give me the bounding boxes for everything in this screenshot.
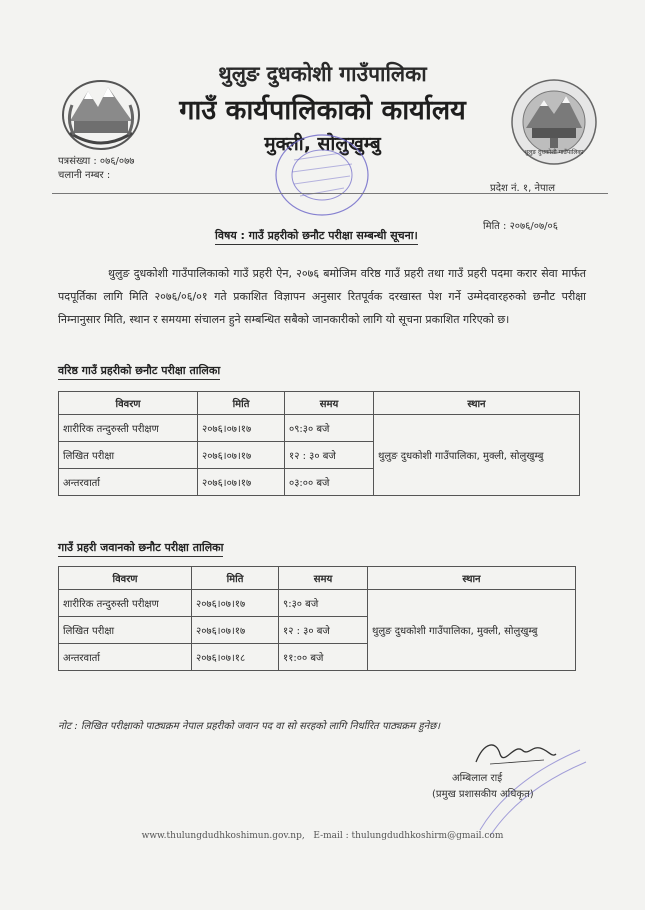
col-header-time: समय — [285, 392, 374, 415]
notice-subject: विषय : गाउँ प्रहरीको छनौट परीक्षा सम्बन्धी सूचना। — [215, 228, 418, 245]
senior-police-exam-table — [58, 391, 580, 496]
cell-venue: थुलुङ दुधकोशी गाउँपालिका, मुक्ली, सोलुखुम्बु — [374, 415, 580, 496]
cell-description: शारीरिक तन्दुरुस्ती परीक्षण — [59, 590, 192, 617]
header-divider — [52, 193, 608, 194]
cell-time: १२ : ३० बजे — [279, 617, 368, 644]
notice-body: थुलुङ दुधकोशी गाउँपालिकाको गाउँ प्रहरी ऐन, २०७६ बमोजिम वरिष्ठ गाउँ प्रहरी तथा गाउँ प्रहरी पदमा करार सेवा मार्फत पदपूर्तिका लागि मिति २०७६/०६/०१ गते प्रकाशित विज्ञापन अनुसार रितपूर्वक दरखास्त पेश गर्ने उम्मेदवारहरुको छनौट परीक्षा निम्नानुसार मिति, स्थान र समयमा संचालन हुने सम्बन्धित सबैको जानकारीको लागि यो सूचना प्रकाशित गरिएको छ। — [58, 267, 586, 326]
col-header-date: मिति — [192, 567, 279, 590]
footer-email: E-mail : thulungdudhkoshirm@gmail.com — [313, 831, 504, 841]
col-header-venue: स्थान — [374, 392, 580, 415]
col-header-description: विवरण — [59, 567, 192, 590]
footer-website: www.thulungdudhkoshimun.gov.np, — [141, 831, 305, 841]
office-name: गाउँ कार्यपालिकाको कार्यालय — [179, 95, 466, 126]
cell-description: अन्तरवार्ता — [59, 644, 192, 671]
col-header-description: विवरण — [59, 392, 198, 415]
dispatch-number: चलानी नम्बर : — [58, 170, 111, 181]
cell-date: २०७६।०७।१७ — [198, 469, 285, 496]
office-location: मुक्ली, सोलुखुम्बु — [264, 133, 381, 155]
table1-title: वरिष्ठ गाउँ प्रहरीको छनौट परीक्षा तालिका — [58, 363, 220, 380]
cell-time: १२ : ३० बजे — [285, 442, 374, 469]
cell-venue: थुलुङ दुधकोशी गाउँपालिका, मुक्ली, सोलुखुम्बु — [368, 590, 576, 671]
syllabus-note: नोट : लिखित परीक्षाको पाठ्यक्रम नेपाल प्रहरीको जवान पद वा सो सरहको लागि निर्धारित पाठ्यक्रम हुनेछ। — [58, 721, 440, 732]
office-stamp-icon — [272, 130, 372, 220]
cell-date: २०७६।०७।१७ — [192, 590, 279, 617]
col-header-time: समय — [279, 567, 368, 590]
footer-contact — [0, 831, 645, 841]
table-row — [59, 590, 576, 617]
cell-description: अन्तरवार्ता — [59, 469, 198, 496]
province-label: प्रदेश नं. १, नेपाल — [490, 183, 556, 194]
cell-time: ०३:०० बजे — [285, 469, 374, 496]
cell-date: २०७६।०७।१७ — [198, 415, 285, 442]
municipality-name: थुलुङ दुधकोशी गाउँपालिका — [218, 62, 427, 86]
cell-date: २०७६।०७।१७ — [192, 617, 279, 644]
col-header-date: मिति — [198, 392, 285, 415]
col-header-venue: स्थान — [368, 567, 576, 590]
cell-description: शारीरिक तन्दुरुस्ती परीक्षण — [59, 415, 198, 442]
logo-caption: थुलुङ दुधकोशी गाउँपालिका — [524, 149, 584, 156]
table-row — [59, 415, 580, 442]
notice-date: मिति : २०७६/०७/०६ — [483, 221, 558, 232]
cell-description: लिखित परीक्षा — [59, 442, 198, 469]
cell-date: २०७६।०७।१८ — [192, 644, 279, 671]
cell-description: लिखित परीक्षा — [59, 617, 192, 644]
signatory-name: अम्बिलाल राई — [452, 773, 503, 784]
police-constable-exam-table — [58, 566, 576, 671]
cell-date: २०७६।०७।१७ — [198, 442, 285, 469]
reference-number: पत्रसंख्या : ०७६/०७७ — [58, 156, 135, 167]
cell-time: ०९:३० बजे — [285, 415, 374, 442]
cell-time: ९:३० बजे — [279, 590, 368, 617]
table2-title: गाउँ प्रहरी जवानको छनौट परीक्षा तालिका — [58, 540, 223, 557]
cell-time: ११:०० बजे — [279, 644, 368, 671]
signatory-title: (प्रमुख प्रशासकीय अधिकृत) — [432, 789, 534, 800]
